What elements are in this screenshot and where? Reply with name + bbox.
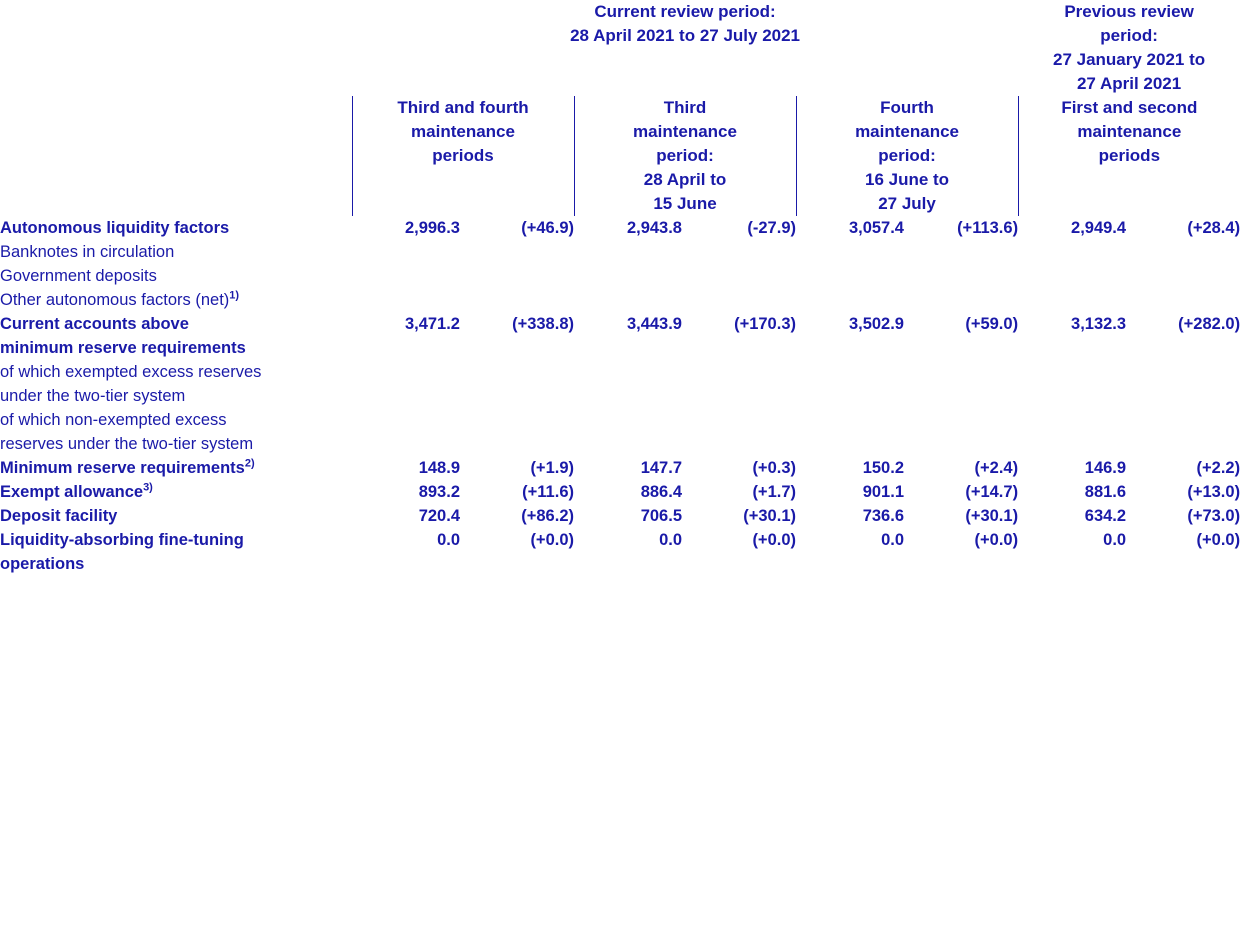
cell-value [796, 408, 904, 456]
table-body [0, 216, 1240, 576]
row-label-line [0, 480, 352, 504]
row-label-line: Liquidity-absorbing fine-tuning [0, 531, 244, 549]
cell-change [904, 288, 1018, 312]
footnote-marker: 1) [229, 289, 240, 302]
cell-change: (+59.0) [965, 315, 1019, 333]
header-col-line: period: [656, 146, 714, 165]
row-label-text: Other autonomous factors (net) [0, 291, 230, 309]
row-label-line: Government deposits [0, 267, 157, 285]
row-label-line: Current accounts above [0, 315, 189, 333]
previous-period-title2: period: [1100, 26, 1158, 45]
cell-change [682, 240, 796, 264]
row-label [0, 288, 352, 312]
cell-value: 0.0 [659, 531, 682, 549]
cell-change: (+113.6) [957, 219, 1019, 237]
row-label-line: of which exempted excess reserves [0, 363, 262, 381]
header-col-line: maintenance [1077, 122, 1182, 141]
cell-change: (+11.6) [522, 483, 574, 501]
row-label [0, 312, 352, 360]
cell-value [352, 240, 460, 264]
previous-period-title: Previous review [1064, 2, 1194, 21]
cell-change: (+1.7) [752, 483, 796, 501]
cell-change [1126, 408, 1240, 456]
current-period-dates: 28 April 2021 to 27 July 2021 [570, 26, 801, 45]
cell-value [352, 360, 460, 408]
cell-value: 893.2 [418, 483, 460, 501]
row-label-text: Exempt allowance [0, 483, 144, 501]
row-label-text: Minimum reserve requirements [0, 459, 245, 477]
cell-value [574, 264, 682, 288]
row-label-line: Banknotes in circulation [0, 243, 175, 261]
cell-value [796, 240, 904, 264]
cell-change: (+86.2) [521, 507, 574, 525]
cell-change [460, 288, 574, 312]
cell-value: 720.4 [418, 507, 460, 525]
cell-value [574, 288, 682, 312]
cell-change: (+0.0) [752, 531, 796, 549]
cell-value: 0.0 [881, 531, 904, 549]
cell-value: 901.1 [862, 483, 904, 501]
cell-change [904, 408, 1018, 456]
row-label [0, 528, 352, 576]
table-row [0, 312, 1240, 360]
header-col-line: period: [878, 146, 936, 165]
cell-value [796, 264, 904, 288]
row-label-line: of which non-exempted excess [0, 411, 227, 429]
cell-change: (+0.0) [530, 531, 574, 549]
cell-value: 147.7 [640, 459, 682, 477]
header-current-period [352, 0, 1018, 96]
current-period-title: Current review period: [594, 2, 776, 21]
cell-value: 150.2 [862, 459, 904, 477]
table-row [0, 456, 1240, 480]
cell-change: (+30.1) [965, 507, 1019, 525]
row-label-line: operations [0, 555, 85, 573]
row-label-line: minimum reserve requirements [0, 339, 246, 357]
table-row [0, 288, 1240, 312]
footnote-marker: 2) [244, 457, 255, 470]
table-row [0, 528, 1240, 576]
cell-change [460, 240, 574, 264]
cell-change [460, 264, 574, 288]
cell-change [460, 408, 574, 456]
row-label [0, 480, 352, 504]
cell-change: (+0.0) [1196, 531, 1240, 549]
cell-change: (+2.4) [974, 459, 1019, 477]
cell-change [682, 264, 796, 288]
cell-value: 0.0 [1103, 531, 1127, 549]
cell-change [1126, 288, 1240, 312]
cell-change [904, 360, 1018, 408]
cell-change [1126, 360, 1240, 408]
cell-value [352, 288, 460, 312]
cell-value: 634.2 [1084, 507, 1127, 525]
cell-change [682, 408, 796, 456]
header-col-first-and-second [1018, 96, 1240, 216]
table-row [0, 480, 1240, 504]
header-col-line: maintenance [411, 122, 515, 141]
cell-change: (+14.7) [965, 483, 1019, 501]
cell-value [574, 240, 682, 264]
header-col-line: maintenance [633, 122, 737, 141]
cell-change [904, 240, 1018, 264]
table-row [0, 360, 1240, 408]
cell-value: 881.6 [1084, 483, 1127, 501]
cell-value: 3,057.4 [848, 219, 904, 237]
header-col-line: periods [432, 146, 494, 165]
table-row [0, 264, 1240, 288]
cell-value: 148.9 [418, 459, 460, 477]
cell-change: (+0.3) [752, 459, 796, 477]
row-label [0, 264, 352, 288]
cell-value: 706.5 [640, 507, 682, 525]
cell-change: (+73.0) [1187, 507, 1240, 525]
cell-change: (+2.2) [1196, 459, 1240, 477]
cell-change: (+46.9) [521, 219, 574, 237]
row-label [0, 360, 352, 408]
footnote-marker: 3) [143, 481, 153, 494]
row-label [0, 216, 352, 240]
header-col-line: Third [663, 98, 707, 117]
cell-change: (+170.3) [734, 315, 796, 333]
cell-change [904, 264, 1018, 288]
cell-change [682, 360, 796, 408]
header-corner-blank [0, 0, 352, 216]
cell-change [682, 288, 796, 312]
header-col-line: First and second [1061, 98, 1198, 117]
cell-value [1018, 264, 1126, 288]
row-label [0, 240, 352, 264]
header-col-line: Third and fourth [397, 98, 529, 117]
cell-value: 3,132.3 [1071, 315, 1127, 333]
row-label-line: under the two-tier system [0, 387, 186, 405]
cell-value: 886.4 [640, 483, 682, 501]
table-row [0, 240, 1240, 264]
cell-change: (+338.8) [512, 315, 574, 333]
cell-change: (+0.0) [974, 531, 1019, 549]
cell-value: 3,443.9 [626, 315, 682, 333]
cell-value [796, 360, 904, 408]
cell-value: 3,502.9 [848, 315, 904, 333]
header-period-row [0, 0, 1240, 96]
cell-value: 0.0 [437, 531, 460, 549]
cell-value: 2,949.4 [1071, 219, 1127, 237]
table-row [0, 504, 1240, 528]
cell-value: 736.6 [862, 507, 904, 525]
previous-period-dates-1: 27 January 2021 to [1053, 50, 1206, 69]
cell-value [1018, 408, 1126, 456]
cell-value [574, 360, 682, 408]
header-col-line: 15 June [653, 194, 717, 213]
cell-value [352, 408, 460, 456]
cell-value: 2,943.8 [626, 219, 682, 237]
table-header [0, 0, 1240, 216]
row-label-line: Deposit facility [0, 507, 118, 525]
cell-value [574, 408, 682, 456]
cell-value [796, 288, 904, 312]
cell-value [352, 264, 460, 288]
header-col-line: 28 April to [643, 170, 727, 189]
header-col-line: periods [1098, 146, 1161, 165]
cell-change [1126, 240, 1240, 264]
row-label-line [0, 288, 352, 312]
row-label [0, 408, 352, 456]
header-col-line: 16 June to [864, 170, 950, 189]
cell-change [460, 360, 574, 408]
header-col-line: maintenance [855, 122, 959, 141]
cell-change: (+30.1) [743, 507, 796, 525]
row-label [0, 456, 352, 480]
row-label-line: Autonomous liquidity factors [0, 219, 230, 237]
row-label-line [0, 456, 352, 480]
row-label-line: reserves under the two-tier system [0, 435, 254, 453]
header-col-line: Fourth [880, 98, 934, 117]
cell-change: (+13.0) [1187, 483, 1240, 501]
cell-value: 2,996.3 [404, 219, 460, 237]
header-previous-period [1018, 0, 1240, 96]
header-col-third [574, 96, 796, 216]
cell-value: 3,471.2 [404, 315, 460, 333]
header-col-third-and-fourth [352, 96, 574, 216]
header-col-line: 27 July [878, 194, 936, 213]
cell-value [1018, 288, 1126, 312]
cell-value [1018, 240, 1126, 264]
cell-change [1126, 264, 1240, 288]
row-label [0, 504, 352, 528]
cell-value: 146.9 [1084, 459, 1127, 477]
table-row [0, 408, 1240, 456]
cell-change: (+282.0) [1178, 315, 1240, 333]
cell-change: (-27.9) [747, 219, 796, 237]
cell-change: (+1.9) [530, 459, 574, 477]
previous-period-dates-2: 27 April 2021 [1076, 74, 1182, 93]
table-row [0, 216, 1240, 240]
header-col-fourth [796, 96, 1018, 216]
cell-value [1018, 360, 1126, 408]
cell-change: (+28.4) [1187, 219, 1240, 237]
